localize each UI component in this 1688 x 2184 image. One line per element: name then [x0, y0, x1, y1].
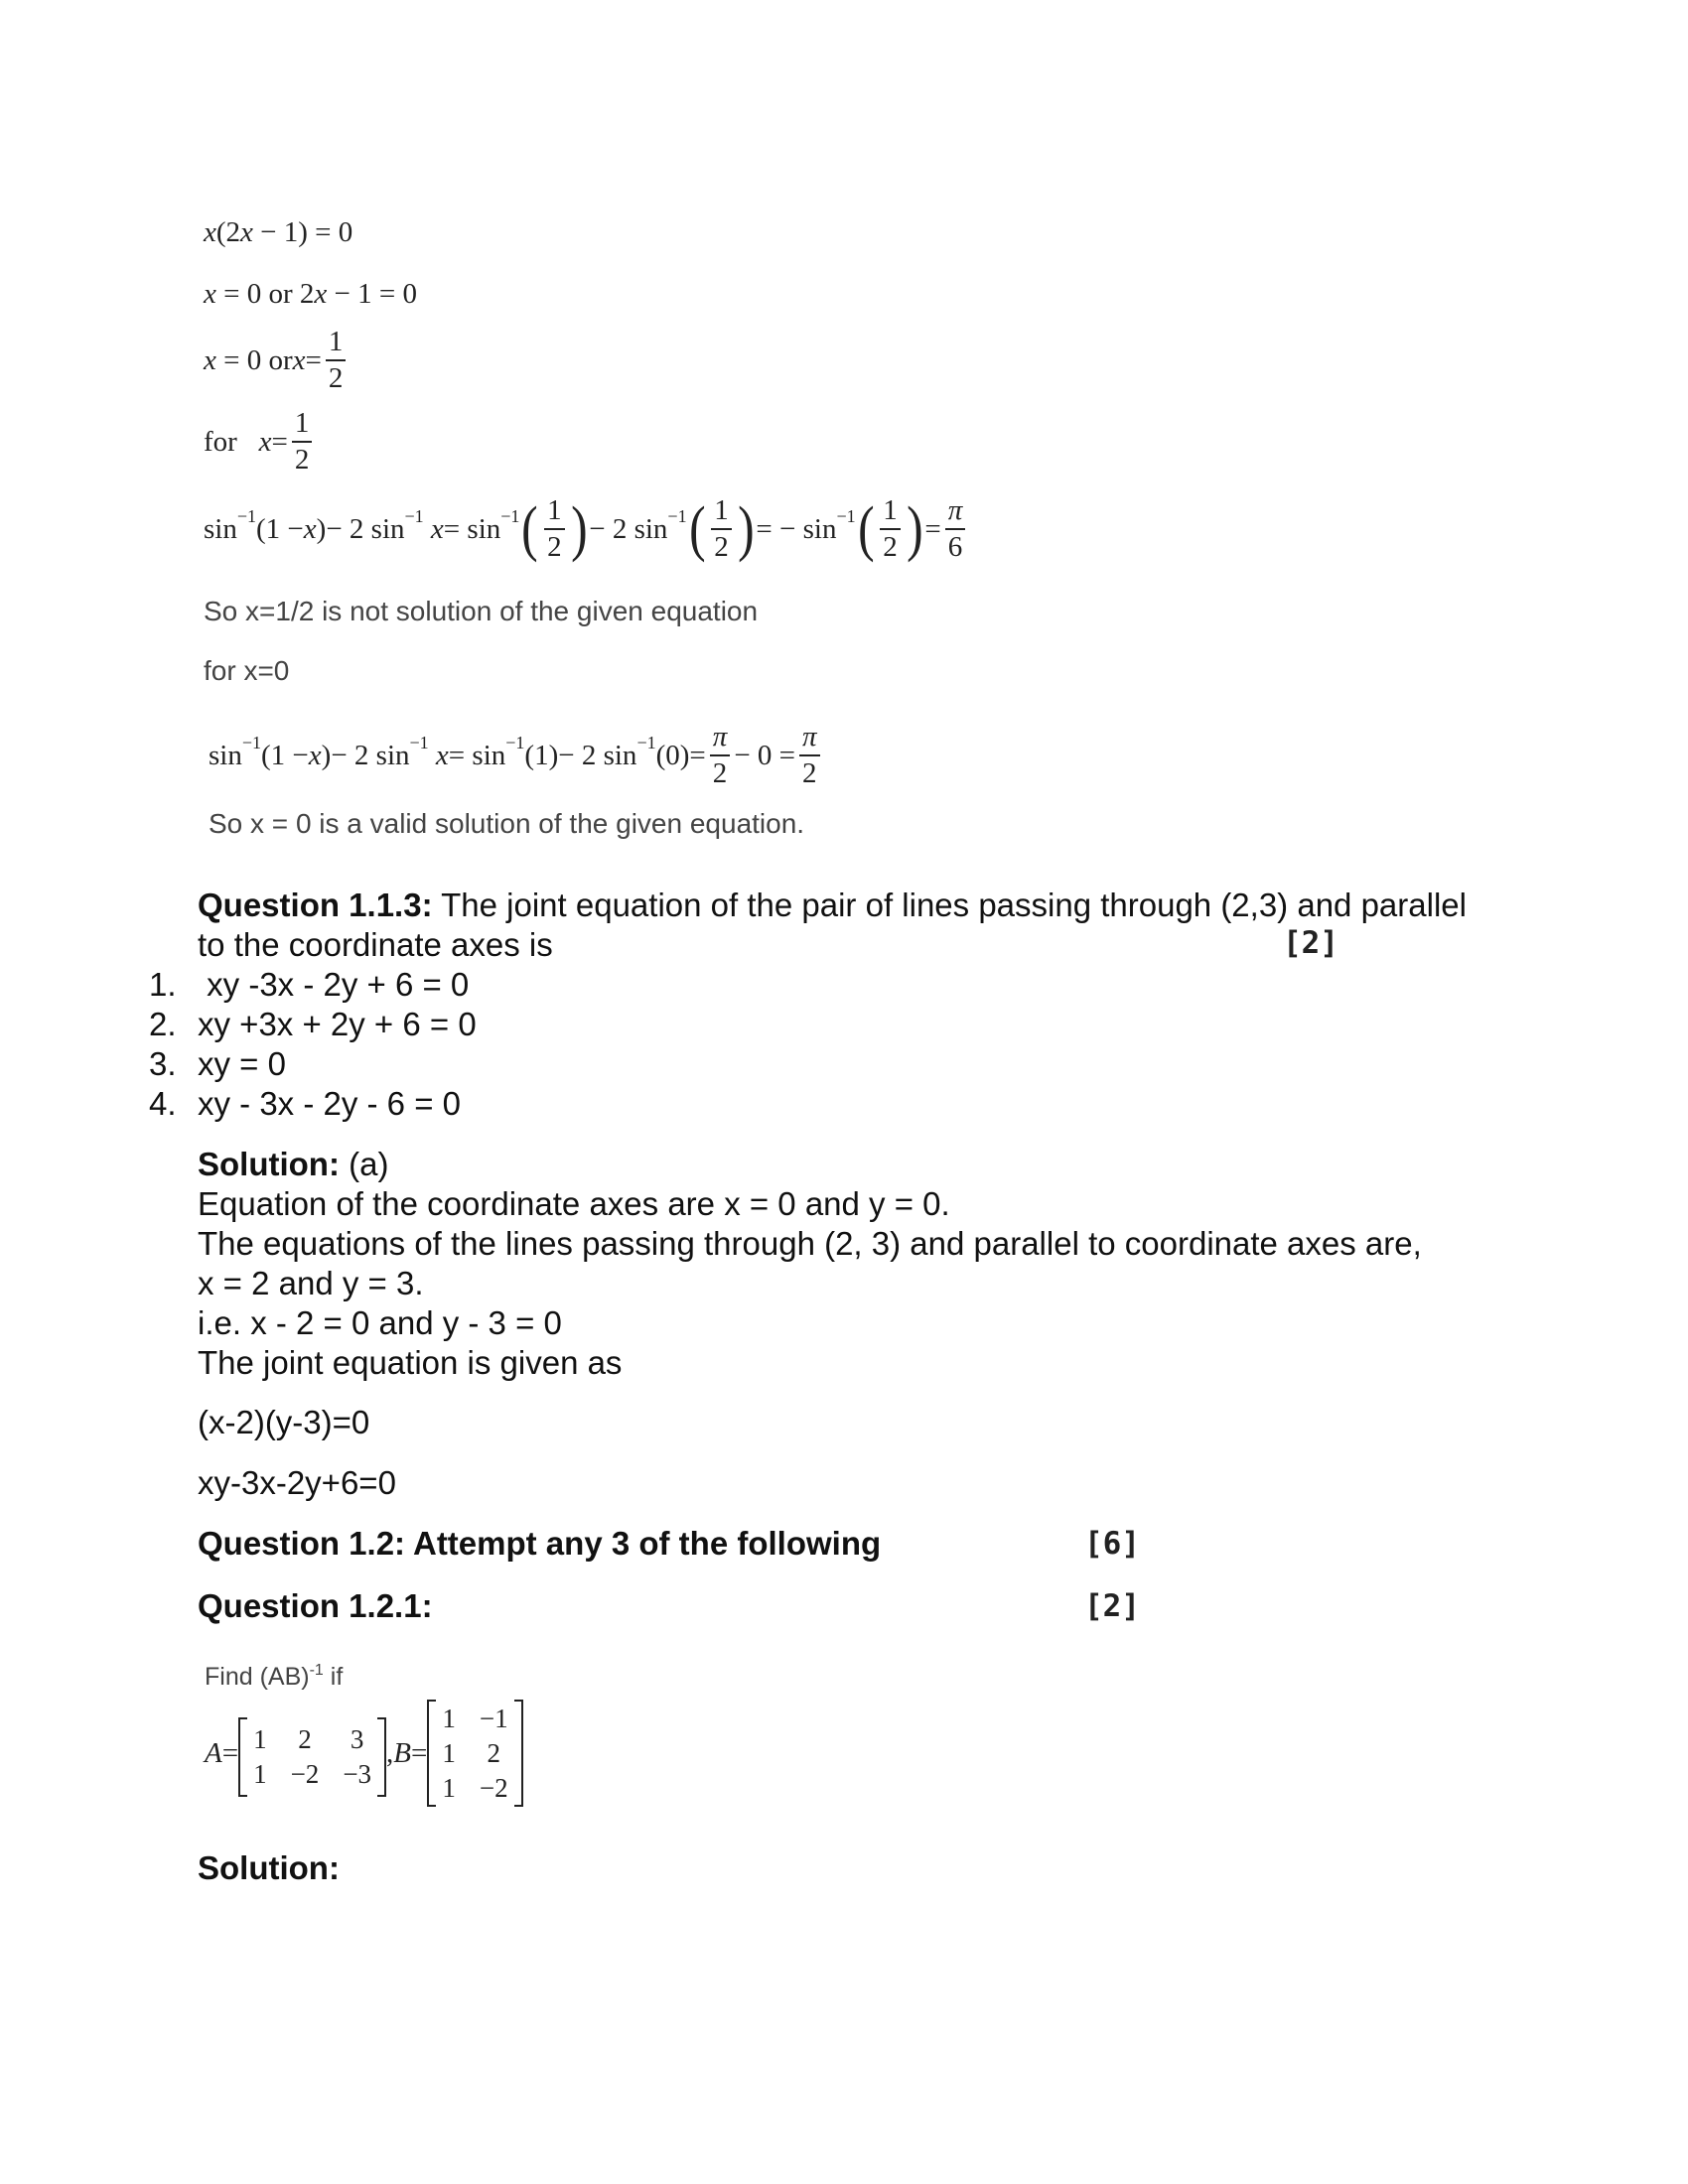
question-1-1-3-line2: to the coordinate axes is: [198, 926, 553, 963]
matrix-cell: −1: [479, 1703, 508, 1733]
fraction-half: $\frac{1}{2}$: [292, 409, 313, 475]
matrix-cell: 3: [350, 1724, 364, 1754]
eq-line-2: x = 0 or 2x − 1 = 0: [204, 278, 417, 310]
matrix-cell: 1: [442, 1772, 456, 1803]
fraction-pi-over-6: $\frac{\pi}{6}$: [945, 496, 966, 562]
eq-line-5: sin −1 (1 − x ) − 2 sin −1 x = sin −1 ( $\frac{1}{2}$ ) − 2 sin −1 ( $\frac{1}{2}$ ) = − sin −1 ( $\frac{1}{2}$ ) = $\frac{\pi}{6}$: [204, 496, 969, 562]
solution-eq-2: xy-3x-2y+6=0: [198, 1464, 396, 1501]
solution-label: Solution:: [198, 1849, 340, 1886]
solution-eq-1: (x-2)(y-3)=0: [198, 1404, 370, 1440]
matrix-cell: 1: [442, 1703, 456, 1733]
option-3: 3. xy = 0: [149, 1045, 286, 1082]
matrix-cell: −2: [479, 1772, 508, 1803]
note-for-x-0: for x=0: [204, 655, 290, 686]
solution-label: Solution: (a): [198, 1146, 389, 1182]
solution-line: i.e. x - 2 = 0 and y - 3 = 0: [198, 1304, 562, 1341]
solution-line: The joint equation is given as: [198, 1344, 623, 1381]
question-1-2-heading: Question 1.2: Attempt any 3 of the following: [198, 1525, 882, 1562]
question-1-1-3: [198, 886, 1467, 925]
matrix-cell: −2: [290, 1759, 320, 1789]
eq-line-4: for x = $\frac{1}{2}$: [204, 409, 316, 475]
note-valid-solution: So x = 0 is a valid solution of the given equation.: [209, 808, 805, 839]
fraction-half: $\frac{1}{2}$: [326, 328, 347, 393]
marks-badge: [2]: [1084, 1588, 1140, 1624]
marks-badge: [6]: [1084, 1526, 1140, 1562]
marks-badge: [2]: [1283, 925, 1338, 961]
question-1-2-1-heading: Question 1.2.1:: [198, 1587, 433, 1624]
matrix-B-label: B: [393, 1736, 412, 1769]
solution-line: The equations of the lines passing through (2, 3) and parallel to coordinate axes are,: [198, 1225, 1422, 1262]
eq-line-3: x = 0 or x = $\frac{1}{2}$: [204, 328, 350, 393]
matrix-cell: −3: [343, 1759, 372, 1789]
question-label: Question 1.1.3:: [198, 887, 433, 923]
matrix-definitions: A = 1 2 3 1 −2 −3 , B = 1 −1 1 2 1 −2: [205, 1700, 523, 1807]
note-not-solution: So x=1/2 is not solution of the given equation: [204, 596, 759, 626]
matrix-cell: 1: [253, 1724, 267, 1754]
matrix-cell: 1: [253, 1759, 267, 1789]
matrix-cell: 2: [487, 1737, 500, 1768]
find-inverse-prompt: Find (AB)$^{-1}$ if: [205, 1662, 344, 1691]
question-text: The joint equation of the pair of lines passing through (2,3) and parallel: [432, 887, 1467, 923]
solution-line: Equation of the coordinate axes are x = 0 and y = 0.: [198, 1185, 950, 1222]
matrix-cell: 1: [442, 1737, 456, 1768]
eq-line-6: sin −1 (1 − x ) − 2 sin −1 x = sin −1 (1) − 2 sin −1 (0) = $\frac{\pi}{2}$ − 0 = $\frac{\pi}{2}$: [209, 723, 824, 788]
option-1: 1. xy -3x - 2y + 6 = 0: [149, 966, 470, 1003]
matrix-cell: 2: [298, 1724, 312, 1754]
matrix-A: [238, 1717, 386, 1797]
option-2: 2. xy +3x + 2y + 6 = 0: [149, 1006, 477, 1042]
option-4: 4. xy - 3x - 2y - 6 = 0: [149, 1085, 461, 1122]
eq-line-1: x(2x − 1) = 0: [204, 216, 353, 248]
matrix-A-label: A: [205, 1736, 222, 1769]
var-x: x: [204, 216, 216, 248]
solution-line: x = 2 and y = 3.: [198, 1265, 424, 1301]
matrix-B: [427, 1700, 522, 1807]
